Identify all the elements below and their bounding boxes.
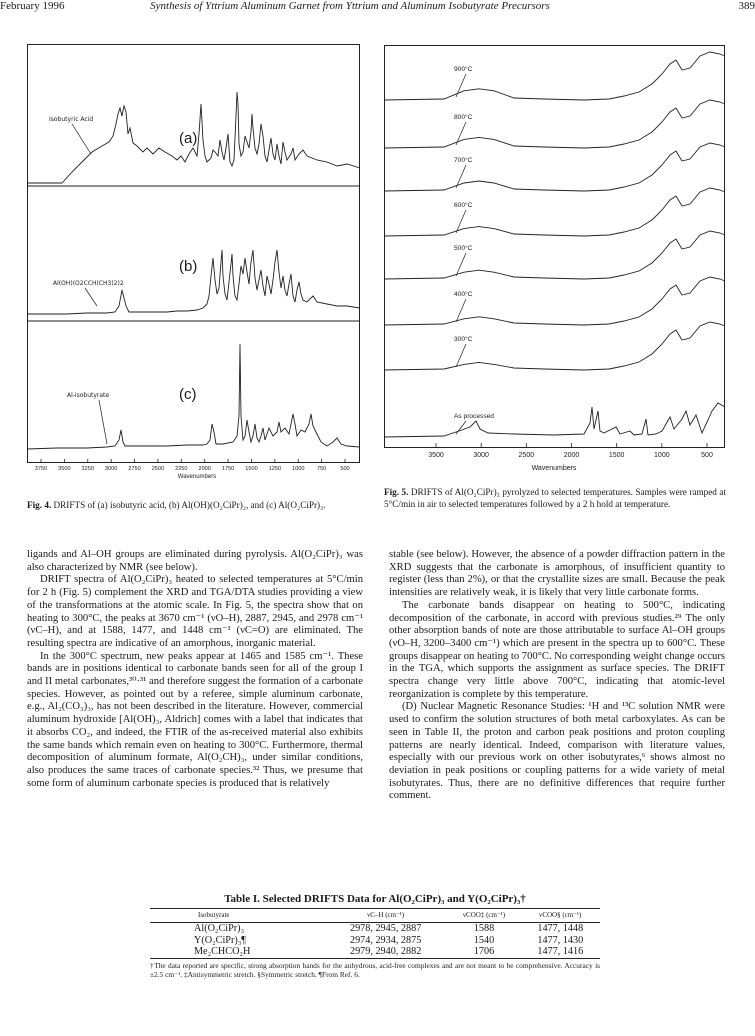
table-1 <box>150 893 600 979</box>
body-left-para: ligands and Al–OH groups are eliminated during pyrolysis. Al(O₂CiPr)₃ was also characterized by NMR (see below). <box>27 549 363 573</box>
fig5-leader-line <box>456 74 466 97</box>
page-number: 389 <box>738 0 755 12</box>
fig4-tick-label: 2250 <box>175 466 188 472</box>
fig4-xlabel: Wavenumbers <box>177 474 217 480</box>
fig4-tick-label: 2750 <box>128 466 141 472</box>
fig5-trace <box>384 277 725 325</box>
fig5-trace <box>384 52 725 100</box>
fig4-tick-label: 3750 <box>34 466 48 472</box>
fig5-temp-label: 600°C <box>454 202 473 209</box>
body-right-column <box>389 549 725 803</box>
table-cell: 2979, 2940, 2882 <box>349 946 422 958</box>
fig5-trace <box>384 403 725 437</box>
fig4-tick-label: 750 <box>316 466 327 472</box>
body-right-para: The carbonate bands disappear on heating to 500°C, indicating decomposition of the carbonate, in accord with previous studies.²⁹ The only other absorption bands of note are those attributable to surface Al–OH groups (νO–H, 3200–3400 cm⁻¹) which are present in the spectra up to 600°C. These groups disappear on heating to 700°C. No corresponding weight change occurs in the TGA, which supports the assignment as surface species. The DRIFT spectra change very little above 700°C, indicating that atomic-level reorganization is complete by this temperature. <box>389 599 725 700</box>
fig4-tick-label: 3500 <box>58 466 71 472</box>
table-cell: 2974, 2934, 2875 <box>349 934 422 946</box>
fig4-tick-label: 1500 <box>245 466 258 472</box>
fig5-leader-line <box>456 421 466 434</box>
fig5-temp-label: As processed <box>454 413 494 420</box>
fig5-tick-label: 2500 <box>518 452 535 459</box>
body-left-column <box>27 549 363 790</box>
fig4-label-a: (a) <box>179 130 198 147</box>
figure-4 <box>27 44 360 490</box>
body-right-para: (D) Nuclear Magnetic Resonance Studies: ¹H and ¹³C solution NMR were used to confirm the solution structures of both metal carboxylates. As can be seen in Table II, the proton and carbon peak positions and proton coupling patterns are nearly identical. Indeed, comparison with literature values, especially with our previous work on other isobutyrates,⁶ shows almost no deviation in peak positions or coupling patterns for a wide variety of metal isobutyrates. Thus, there are no definitive differences that require further comment. <box>389 701 725 802</box>
figure-5-caption <box>384 487 726 510</box>
fig4-label-c: (c) <box>179 386 197 403</box>
table-cell: Me₂CHCO₂H <box>194 946 251 958</box>
table-header: νCOO‡ (cm⁻¹) <box>447 909 520 923</box>
figure-5-plot <box>384 45 726 477</box>
fig5-temp-label: 700°C <box>454 157 473 164</box>
table-cell: 1477, 1430 <box>537 934 584 946</box>
fig4-caption-label: Fig. 4. <box>27 500 52 510</box>
fig5-temp-label: 300°C <box>454 336 473 343</box>
table-cell: 1540 <box>473 934 495 946</box>
fig4-caption-text: DRIFTS of (a) isobutyric acid, (b) Al(OH)(O₂CiPr)₂, and (c) Al(O₂CiPr)₃. <box>53 500 326 510</box>
fig5-x-axis <box>428 443 713 459</box>
table-footnote: †The data reported are specific, strong absorption bands for the anhydrous, acid-free complexes and are not meant to be comprehensive. Accuracy is ±2.5 cm⁻¹. ‡Antisymmetric stretch. §Symmetric stretch. ¶From Ref. 6. <box>150 960 600 979</box>
fig4-x-axis <box>35 459 350 472</box>
fig4-tick-label: 3250 <box>81 466 94 472</box>
table-cell: Y(O₂CiPr)₃¶ <box>194 934 246 946</box>
fig5-tick-label: 1000 <box>654 452 670 459</box>
fig5-temp-label: 900°C <box>454 66 473 73</box>
fig5-trace <box>384 188 725 236</box>
fig4-tick-label: 2000 <box>198 466 211 472</box>
table-cell: 1477, 1416 <box>537 946 584 958</box>
table-cell: 2978, 2945, 2887 <box>349 923 422 934</box>
running-head-date: February 1996 <box>0 0 65 12</box>
fig5-temp-label: 400°C <box>454 291 473 298</box>
fig5-caption-label: Fig. 5. <box>384 487 409 497</box>
body-left-para: In the 300°C spectrum, new peaks appear at 1465 and 1585 cm⁻¹. These bands are in positions identical to carbonate bands seen for all of the group I and II metal carbonates,³⁰·³¹ and therefore suggest the formation of a carbonate species. However, as pointed out by a referee, simple aluminum carbonate, e.g., Al₂(CO₃)₃, has not been described in the literature. However, commercial aluminum hydroxide [Al(OH)₃, Aldrich] comes with a label that indicates that it absorbs CO₂, and indeed, the FTIR of the as-received material also exhibits the same bands which remain even on heating to 300°C. Furthermore, thermal decomposition of aluminum formate, Al(O₂CH)₃, under similar conditions, also produces the same traces of carbonate species.³² Thus, we presume that some form of aluminum carbonate species is produced that is relatively <box>27 650 363 789</box>
fig5-caption-text: DRIFTS of Al(O₂CiPr)₃ pyrolyzed to selected temperatures. Samples were ramped at 5°C/min in air to selected temperatures followed by a 2 h hold at temperature. <box>384 487 727 509</box>
fig4-trace-name-c: Al-isobutyrate <box>67 392 110 399</box>
body-right-para: stable (see below). However, the absence of a powder diffraction pattern in the XRD suggests that the carbonate is amorphous, of insufficient quantity to register (less than 2%), or that the crystallite sizes are small. Because the peak intensities are relatively weak, it is likely that very little carbonate forms. <box>389 549 725 599</box>
fig5-tick-label: 3000 <box>473 452 489 459</box>
fig5-trace <box>384 231 725 279</box>
fig5-tick-label: 500 <box>701 452 713 459</box>
fig5-leader-line <box>456 122 466 145</box>
body-left-para: DRIFT spectra of Al(O₂CiPr)₃ heated to selected temperatures at 5°C/min for 2 h (Fig. 5) complement the XRD and TGA/DTA studies providing a view of the transformations at the atomic scale. In Fig. 5, the spectra show that on heating to 300°C, the peaks at 3670 cm⁻¹ (νO–H), 2887, 2945, and 2978 cm⁻¹ (νC–H), and at 1588, 1477, and 1448 cm⁻¹ (νC=O) are eliminated. The resulting spectra are indicative of an amorphous, inorganic material. <box>27 574 363 649</box>
fig5-tick-label: 1500 <box>608 452 625 459</box>
table-title: Table I. Selected DRIFTS Data for Al(O₂CiPr)₃ and Y(O₂CiPr)₃† <box>224 893 526 905</box>
fig5-temp-label: 500°C <box>454 245 473 252</box>
table-cell: 1706 <box>473 946 495 958</box>
table-header: νC–H (cm⁻¹) <box>324 909 448 923</box>
figure-5 <box>384 45 726 477</box>
running-head <box>0 0 755 16</box>
fig4-tick-label: 1250 <box>268 466 282 472</box>
fig4-tick-label: 1000 <box>292 466 305 472</box>
table-cell: 1588 <box>473 923 495 934</box>
fig4-tick-label: 2500 <box>151 466 165 472</box>
fig5-temp-label: 800°C <box>454 114 473 121</box>
fig4-trace-name-b: Al(OH)(O2CCH(CH3)2)2 <box>53 280 124 287</box>
figure-4-caption <box>27 500 360 512</box>
fig5-trace <box>384 143 725 191</box>
table-cell: Al(O₂CiPr)₃ <box>194 923 245 934</box>
table-row <box>150 935 600 947</box>
fig5-xlabel: Wavenumbers <box>531 465 577 472</box>
table-grid <box>150 908 600 959</box>
fig5-tick-label: 3500 <box>428 452 444 459</box>
table-cell: 1477, 1448 <box>537 923 584 934</box>
fig5-leader-line <box>456 165 466 188</box>
fig5-trace <box>384 100 725 148</box>
running-head-title: Synthesis of Yttrium Aluminum Garnet from Yttrium and Aluminum Isobutyrate Precursors <box>150 0 550 12</box>
fig5-trace <box>384 322 725 370</box>
table-row <box>150 946 600 958</box>
fig5-leader-line <box>456 344 466 367</box>
fig4-tick-label: 3000 <box>104 466 118 472</box>
fig4-tick-label: 1750 <box>221 466 235 472</box>
table-row <box>150 923 600 935</box>
table-header: νCOO§ (cm⁻¹) <box>521 909 600 923</box>
fig4-trace-name-a: Isobutyric Acid <box>49 116 94 123</box>
fig5-traces <box>384 52 725 437</box>
fig5-tick-label: 2000 <box>563 452 580 459</box>
table-header: Isobutyrate <box>150 909 324 923</box>
fig4-tick-label: 500 <box>340 466 350 472</box>
fig4-label-b: (b) <box>179 258 198 275</box>
